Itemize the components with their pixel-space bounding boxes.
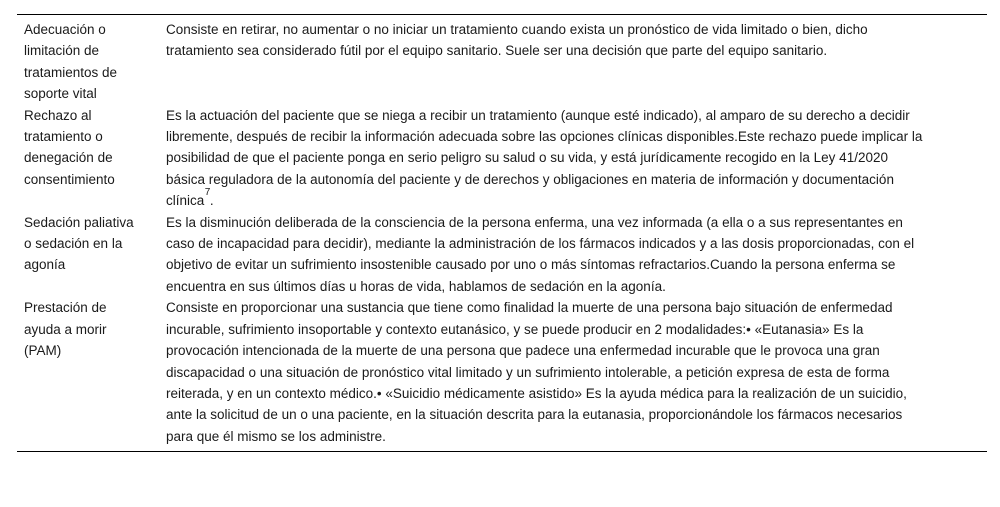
footnote-reference: 7 bbox=[204, 186, 211, 198]
term-cell bbox=[17, 297, 166, 451]
definition-cell bbox=[166, 105, 987, 212]
table-row bbox=[17, 212, 987, 298]
definition-text: Consiste en retirar, no aumentar o no iniciar un tratamiento cuando exista un pronóstico de vida limitado o bien, dicho tratamiento sea considerado fútil por el equipo sanitario. Suele ser una decisión que parte del equipo sanitario. bbox=[166, 22, 868, 59]
term-text: Prestación de ayuda a morir (PAM) bbox=[24, 300, 107, 359]
term-cell bbox=[17, 212, 166, 298]
definition-text-end: . bbox=[209, 193, 214, 209]
definition-text: Es la actuación del paciente que se niega a recibir un tratamiento (aunque esté indicado), al amparo de su derecho a decidir libremente, después de recibir la información adecuada sobre las opciones clínicas disponibles.Este rechazo puede implicar la posibilidad de que el paciente ponga en serio peligro su salud o su vida, y está jurídicamente recogido en la Ley 41/2020 básica reguladora de la autonomía del paciente y de derechos y obligaciones en materia de información y documentación clínica bbox=[166, 107, 923, 209]
table-row bbox=[17, 105, 987, 212]
definition-text: Es la disminución deliberada de la consciencia de la persona enferma, una vez informada (a ella o a sus representantes en caso de incapacidad para decidir), mediante la administración de los fármacos indicados y a las dosis proporcionadas, con el objetivo de evitar un sufrimiento insostenible causado por uno o más síntomas refractarios.Cuando la persona enferma se encuentra en sus últimos días u horas de vida, hablamos de sedación en la agonía. bbox=[166, 214, 915, 294]
definitions-table bbox=[17, 14, 987, 452]
term-cell bbox=[17, 15, 166, 105]
term-cell bbox=[17, 105, 166, 212]
definition-cell bbox=[166, 297, 987, 451]
term-text: Sedación paliativa o sedación en la agonía bbox=[24, 214, 134, 273]
table-row bbox=[17, 297, 987, 451]
definitions-table-body bbox=[17, 15, 987, 452]
table-row bbox=[17, 15, 987, 105]
definition-cell bbox=[166, 15, 987, 105]
definition-cell bbox=[166, 212, 987, 298]
term-text: Rechazo al tratamiento o denegación de consentimiento bbox=[24, 107, 115, 187]
definition-text: Consiste en proporcionar una sustancia que tiene como finalidad la muerte de una persona bajo situación de enfermedad incurable, sufrimiento insoportable y contexto eutanásico, y se puede producir en 2 modalidades:• «Eutanasia» Es la provocación intencionada de la muerte de una persona que padece una enfermedad incurable que le provoca una gran discapacidad o una situación de pronóstico vital limitado y un sufrimiento intolerable, a petición expresa de esta de forma reiterada, y en un contexto médico.• «Suicidio médicamente asistido» Es la ayuda médica para la realización de un suicidio, ante la solicitud de un o una paciente, en la situación descrita para la eutanasia, proporcionándole los fármacos necesarios para que él mismo se los administre. bbox=[166, 300, 907, 444]
term-text: Adecuación o limitación de tratamientos de soporte vital bbox=[24, 22, 118, 102]
